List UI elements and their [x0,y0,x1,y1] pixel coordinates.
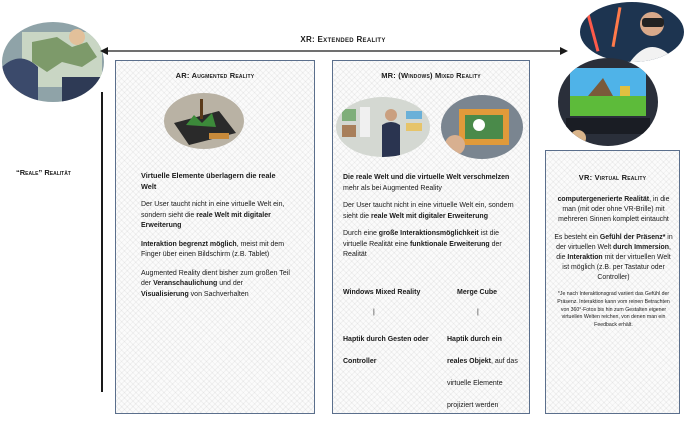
ar-title: AR: Augmented Reality [175,71,255,80]
vr-p1: computergenerierte Realität, in die man (mit oder ohne VR-Brille) mit mehreren Sinnen komplett eintaucht [557,196,670,223]
ar-tablet-photo [164,93,244,149]
mr-text-block [343,173,523,261]
vr-panel [545,150,680,414]
vr-p2: Es besteht ein Gefühl der Präsenz* in der virtuellen Welt durch Immersion, die Interaktion mit der virtuellen Welt ist möglich (z.B. per Tastatur oder Controller) [554,234,673,281]
merge-cube-photo [441,95,523,159]
ar-text-block [141,171,291,300]
vr-title: VR: Virtual Reality [578,173,647,182]
ar-p2: Der User taucht nicht in eine virtuelle Welt ein, sondern sieht die reale Welt mit digitaler Erweiterung [141,201,285,229]
mr-hologram-photo [336,97,430,157]
vr-headset-photo [580,2,684,62]
mr-col-right [447,287,523,417]
mr-p1: Die reale Welt und die virtuelle Welt verschmelzen mehr als bei Augmented Reality [343,174,510,192]
mr-col-left-body: Haptik durch Gesten oder Controller [343,336,429,365]
mr-col-right-body: Haptik durch ein reales Objekt, auf das virtuelle Elemente projiziert werden [447,336,518,409]
reality-axis-line [101,92,103,392]
vr-game-laptop-photo [558,58,658,146]
mr-col-right-head: Merge Cube [457,289,498,296]
mr-p2: Der User taucht nicht in eine virtuelle Welt ein, sondern sieht die reale Welt mit digitaler Erweiterung [343,202,514,220]
real-world-photo [2,22,104,102]
mr-panel [332,60,530,414]
xr-double-arrow [100,46,568,56]
mr-p3: Durch eine große Interaktionsmöglichkeit ist die virtuelle Realität eine funktionale Erweiterung der Realität [343,230,502,258]
vr-text-block [554,195,673,330]
ar-p1: Virtuelle Elemente überlagern die reale Welt [141,171,276,191]
vr-footnote: *Je nach Interaktionsgrad variiert das Gefühl der Präsenz. Interaktion kann vom reinen Betrachten von 360°-Fotos bis hin zum Gestalten eigener virtuellen Welten reichen, von denen man ein Feedback erhält. [557,291,670,329]
ar-p3: Interaktion begrenzt möglich, meist mit dem Finger über einen Bildschirm (z.B. Tablet) [141,240,285,258]
mr-col-left [343,287,439,373]
ar-panel [115,60,315,414]
real-reality-label: “Reale” Realität [16,168,71,177]
mr-col-right-pipe: | [477,309,479,316]
mr-col-left-pipe: | [373,309,375,316]
mr-title: MR: (Windows) Mixed Reality [381,71,481,80]
xr-label: XR: Extended Reality [300,35,386,44]
mr-col-left-head: Windows Mixed Reality [343,289,421,296]
ar-p4: Augmented Reality dient bisher zum großen Teil der Veranschaulichung und der Visualisierung von Sachverhalten [141,269,290,298]
